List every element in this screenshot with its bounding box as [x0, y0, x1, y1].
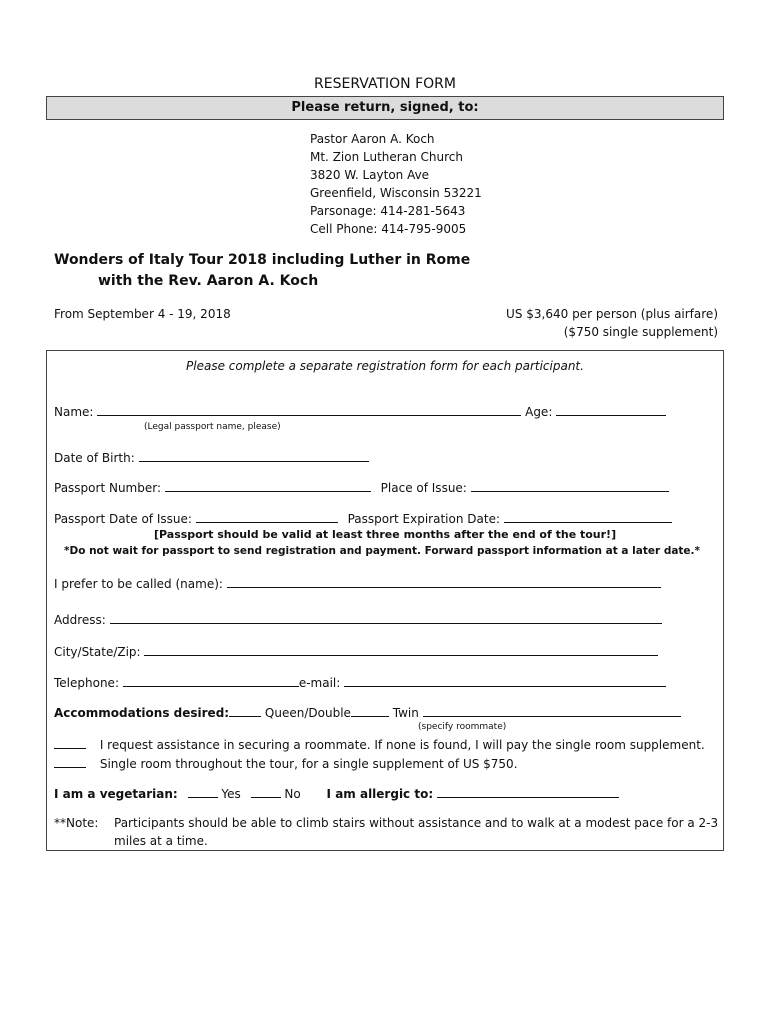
city-row — [54, 644, 658, 659]
single-option-text: Single room throughout the tour, for a single supplement of US $750. — [99, 757, 518, 771]
single-option-blank[interactable] — [54, 756, 86, 768]
return-banner — [46, 96, 724, 120]
allergic-field[interactable] — [437, 786, 619, 798]
roommate-option-text: I request assistance in securing a roommate. If none is found, I will pay the single room supplement. — [99, 738, 705, 752]
dob-row — [54, 450, 369, 465]
passport-number-field[interactable] — [165, 480, 371, 492]
form-title: RESERVATION FORM — [314, 76, 456, 92]
roommate-option-row — [54, 737, 705, 752]
address-row — [54, 612, 662, 627]
email-label: e-mail: — [298, 676, 341, 690]
queen-double-blank[interactable] — [351, 705, 389, 717]
instruction-text: Please complete a separate registration form for each participant. — [186, 359, 584, 373]
dob-field[interactable] — [139, 450, 369, 462]
called-label: I prefer to be called (name): — [54, 577, 223, 591]
twin-label: Twin — [392, 706, 419, 720]
allergic-label: I am allergic to: — [326, 787, 434, 801]
yes-label: Yes — [221, 787, 241, 801]
roommate-option-blank[interactable] — [54, 737, 86, 749]
age-label: Age: — [525, 405, 553, 419]
address-line-street: 3820 W. Layton Ave — [310, 168, 430, 182]
diet-row — [54, 786, 619, 801]
address-field[interactable] — [110, 612, 662, 624]
passport-later-note: *Do not wait for passport to send registration and payment. Forward passport information at a later date.* — [64, 545, 701, 557]
tour-subtitle: with the Rev. Aaron A. Koch — [98, 273, 319, 289]
name-hint: (Legal passport name, please) — [144, 422, 281, 432]
passport-date-label: Passport Date of Issue: — [54, 512, 192, 526]
city-field[interactable] — [144, 644, 658, 656]
vegetarian-yes-blank[interactable] — [188, 786, 218, 798]
address-line-cell: Cell Phone: 414-795-9005 — [310, 222, 467, 236]
roommate-field[interactable] — [423, 705, 681, 717]
telephone-label: Telephone: — [54, 676, 119, 690]
age-field[interactable] — [556, 404, 666, 416]
passport-number-label: Passport Number: — [54, 481, 162, 495]
city-label: City/State/Zip: — [54, 645, 141, 659]
place-of-issue-field[interactable] — [471, 480, 669, 492]
vegetarian-label: I am a vegetarian: — [54, 787, 178, 801]
single-option-row — [54, 756, 518, 771]
address-line-church: Mt. Zion Lutheran Church — [310, 150, 463, 164]
called-field[interactable] — [227, 576, 661, 588]
note-text-line1: Participants should be able to climb stairs without assistance and to walk at a modest pace for a 2-3 — [114, 816, 719, 830]
tour-supplement: ($750 single supplement) — [563, 325, 718, 339]
passport-expiration-field[interactable] — [504, 511, 672, 523]
tour-dates: From September 4 - 19, 2018 — [54, 307, 231, 321]
passport-date-field[interactable] — [196, 511, 338, 523]
roommate-hint: (specify roommate) — [418, 722, 507, 732]
name-row — [54, 404, 666, 419]
address-line-name: Pastor Aaron A. Koch — [310, 132, 435, 146]
queen-label: Queen/Double — [264, 706, 351, 720]
passport-validity-note: [Passport should be valid at least three months after the end of the tour!] — [154, 528, 617, 541]
passport-expiration-label: Passport Expiration Date: — [347, 512, 500, 526]
accommodations-label: Accommodations desired: — [54, 706, 230, 720]
telephone-field[interactable] — [123, 675, 299, 687]
email-field[interactable] — [344, 675, 666, 687]
passport-dates-row — [54, 511, 672, 526]
queen-blank[interactable] — [229, 705, 261, 717]
called-row — [54, 576, 661, 591]
name-field[interactable] — [97, 404, 521, 416]
tour-title: Wonders of Italy Tour 2018 including Luther in Rome — [54, 252, 471, 268]
passport-number-row — [54, 480, 669, 495]
vegetarian-no-blank[interactable] — [251, 786, 281, 798]
accommodations-row — [54, 705, 681, 720]
telephone-row — [54, 675, 666, 690]
dob-label: Date of Birth: — [54, 451, 135, 465]
note-text-line2: miles at a time. — [114, 834, 208, 848]
note-label: **Note: — [54, 816, 99, 830]
tour-price: US $3,640 per person (plus airfare) — [506, 307, 718, 321]
address-line-city: Greenfield, Wisconsin 53221 — [310, 186, 482, 200]
address-line-parsonage: Parsonage: 414-281-5643 — [310, 204, 466, 218]
no-label: No — [284, 787, 301, 801]
address-label: Address: — [54, 613, 106, 627]
name-label: Name: — [54, 405, 94, 419]
place-of-issue-label: Place of Issue: — [380, 481, 467, 495]
return-banner-text: Please return, signed, to: — [291, 100, 479, 115]
